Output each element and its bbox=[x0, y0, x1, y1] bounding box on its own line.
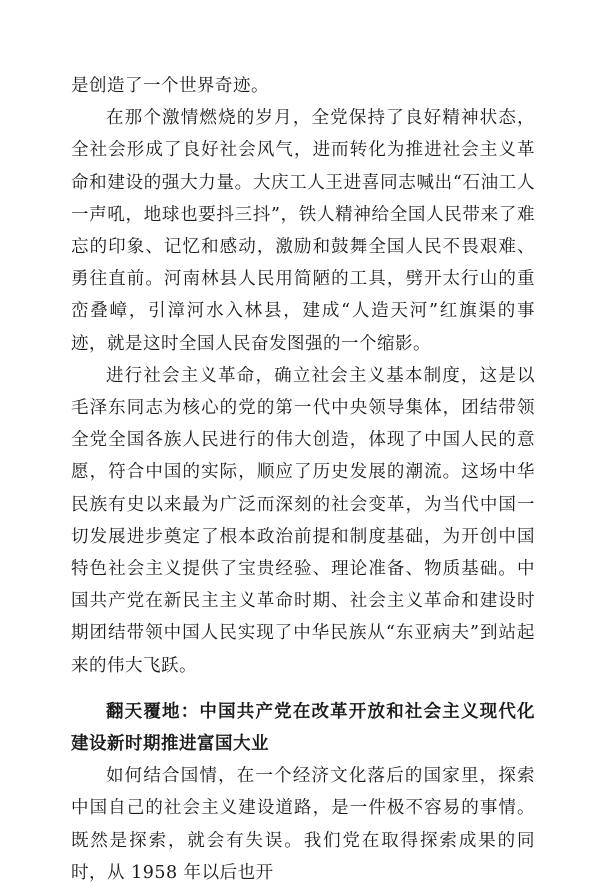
continuation-paragraph: 是创造了一个世界奇迹。 bbox=[71, 76, 269, 96]
section-heading: 翻天覆地：中国共产党在改革开放和社会主义现代化建设新时期推进富国大业 bbox=[71, 701, 535, 755]
body-paragraph-exploration: 如何结合国情，在一个经济文化落后的国家里，探索中国自己的社会主义建设道路，是一件极不容易的事情。既然是探索，就会有失误。我们党在取得探索成果的同时，从 1958 年以后也开 bbox=[71, 766, 535, 883]
document-page bbox=[71, 70, 535, 889]
body-paragraph-spirit: 在那个激情燃烧的岁月，全党保持了良好精神状态，全社会形成了良好社会风气，进而转化为推进社会主义革命和建设的强大力量。大庆工人王进喜同志喊出“石油工人一声吼，地球也要抖三抖”，铁人精神给全国人民带来了难忘的印象、记忆和感动，激励和鼓舞全国人民不畏艰难、勇往直前。河南林县人民用简陋的工具，劈开太行山的重峦叠嶂，引漳河水入林县，建成“人造天河”红旗渠的事迹，就是这时全国人民奋发图强的一个缩影。 bbox=[71, 108, 535, 354]
body-paragraph-revolution: 进行社会主义革命，确立社会主义基本制度，这是以毛泽东同志为核心的党的第一代中央领导集体，团结带领全党全国各族人民进行的伟大创造，体现了中国人民的意愿，符合中国的实际，顺应了历史发展的潮流。这场中华民族有史以来最为广泛而深刻的社会变革，为当代中国一切发展进步奠定了根本政治前提和制度基础，为开创中国特色社会主义提供了宝贵经验、理论准备、物质基础。中国共产党在新民主主义革命时期、社会主义革命和建设时期团结带领中国人民实现了中华民族从“东亚病夫”到站起来的伟大飞跃。 bbox=[71, 365, 535, 676]
